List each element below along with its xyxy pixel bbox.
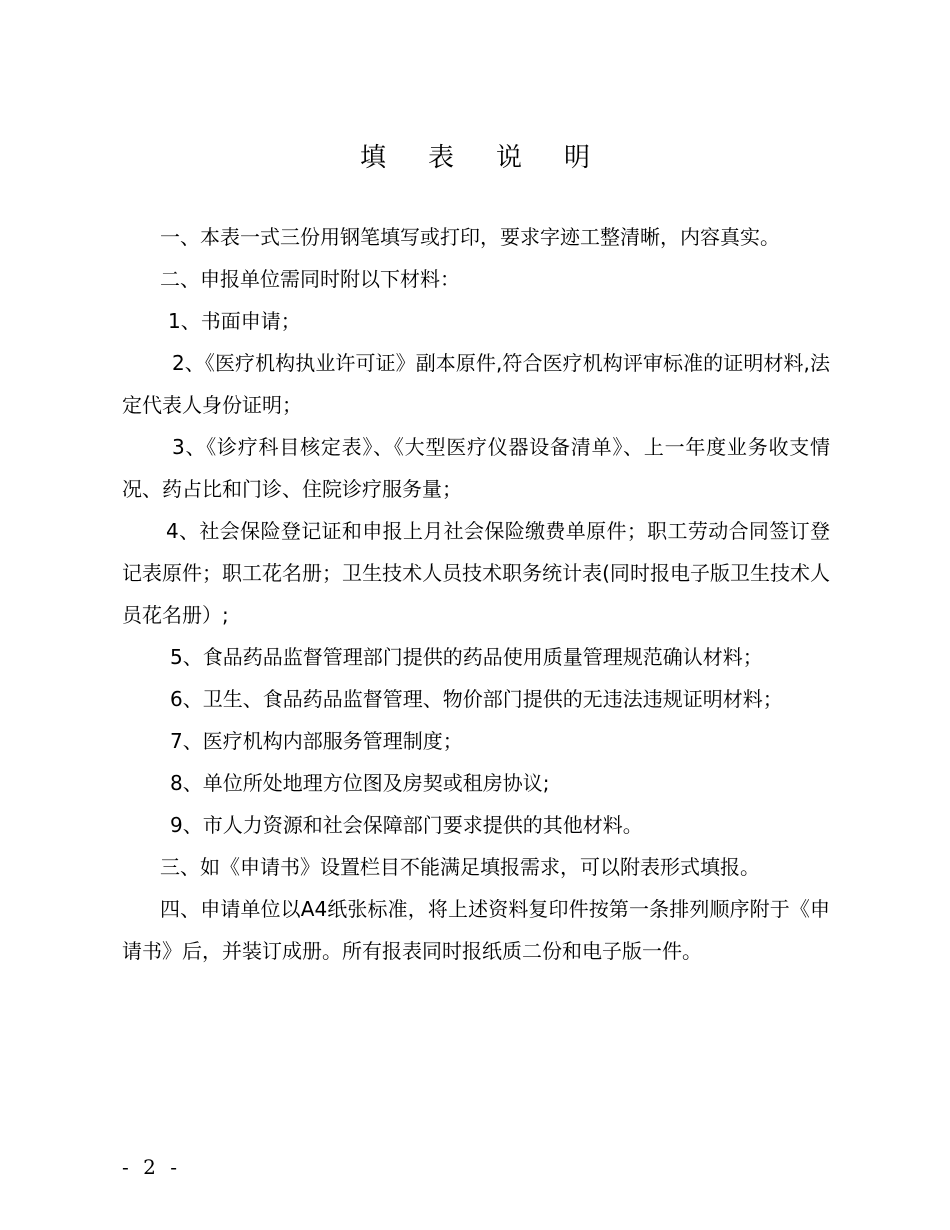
material-item-5: 5、食品药品监督管理部门提供的药品使用质量管理规范确认材料； (170, 645, 763, 669)
material-item-2: 2、《医疗机构执业许可证》副本原件,符合医疗机构评审标准的证明材料,法定代表人身份证明； (122, 351, 830, 417)
material-item-8: 8、单位所处地理方位图及房契或租房协议; (170, 771, 550, 795)
material-item-9: 9、市人力资源和社会保障部门要求提供的其他材料。 (170, 813, 643, 837)
instructions-body (122, 216, 830, 972)
instruction-paragraph-2: 二、申报单位需同时附以下材料： (160, 267, 460, 291)
material-item-3: 3、《诊疗科目核定表》、《大型医疗仪器设备清单》、上一年度业务收支情况、药占比和门诊、住院诊疗服务量； (122, 435, 830, 501)
instruction-paragraph-3: 三、如《申请书》设置栏目不能满足填报需求，可以附表形式填报。 (160, 855, 760, 879)
material-item-1: 1、书面申请； (168, 309, 301, 333)
material-item-4: 4、社会保险登记证和申报上月社会保险缴费单原件；职工劳动合同签订登记表原件；职工花名册；卫生技术人员技术职务统计表(同时报电子版卫生技术人员花名册）; (122, 519, 830, 627)
material-item-6: 6、卫生、食品药品监督管理、物价部门提供的无违法违规证明材料； (170, 687, 783, 711)
instruction-paragraph-1: 一、本表一式三份用钢笔填写或打印，要求字迹工整清晰，内容真实。 (160, 225, 780, 249)
page-number: - 2 - (122, 1155, 181, 1179)
material-item-7: 7、医疗机构内部服务管理制度； (170, 729, 463, 753)
document-title: 填表说明 (359, 143, 632, 173)
instruction-paragraph-4: 四、申请单位以A4纸张标准，将上述资料复印件按第一条排列顺序附于《申请书》后，并装订成册。所有报表同时报纸质二份和电子版一件。 (122, 897, 830, 963)
